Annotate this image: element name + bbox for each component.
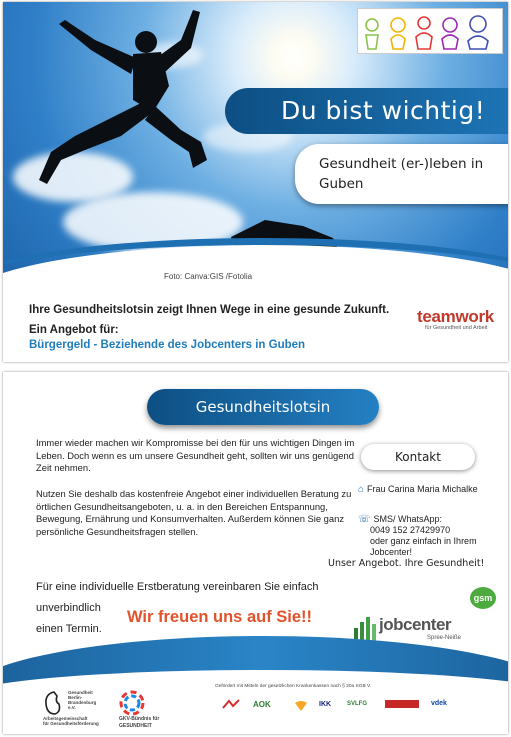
slogan: Unser Angebot. Ihre Gesundheit! — [328, 558, 485, 569]
jobcenter-region: Spree-Neiße — [427, 635, 462, 641]
kontakt-pill: Kontakt — [361, 444, 475, 470]
face-profile-icon — [43, 690, 65, 716]
partner-line: Gesundheit — [68, 690, 93, 695]
gkv-logo — [119, 690, 159, 730]
contact-alt: oder ganz einfach in Ihrem Jobcenter! — [370, 536, 477, 557]
gesundheit-bb-logo — [43, 690, 99, 726]
partner-red-logo — [221, 698, 241, 712]
jobcenter-name: jobcenter — [379, 615, 452, 634]
partner-line: Arbeitsgemeinschaft — [43, 716, 88, 721]
offer-label: Ein Angebot für: — [29, 324, 119, 336]
head-icons-logo — [357, 8, 503, 54]
title-banner: Du bist wichtig! — [225, 88, 508, 134]
partner-line: GKV-Bündnis für — [119, 716, 160, 722]
gkv-circle-icon — [119, 690, 145, 716]
heading-pill: Gesundheitslotsin — [147, 389, 379, 425]
contact-name: Frau Carina Maria Michalke — [367, 484, 478, 494]
partner-bird-logo — [293, 697, 309, 713]
subtitle-line: Guben — [319, 176, 364, 192]
teamwork-tagline: für Gesundheit und Arbeit — [425, 325, 488, 331]
partner-line: Berlin-Brandenburg e.V. — [68, 695, 97, 710]
paragraph-intro: Immer wieder machen wir Kompromisse bei den für uns wichtigen Dingen im Leben. Doch wenn es um unsere Gesundheit geht, sollten wir uns genügend Zeit nehmen. — [36, 437, 355, 473]
gsm-logo: gsm — [470, 587, 496, 609]
home-icon: ⌂ — [358, 484, 365, 495]
svlfg-logo: SVLFG — [347, 701, 368, 707]
subtitle-banner — [295, 144, 508, 204]
contact-name-row — [358, 484, 478, 495]
aok-logo: AOK — [253, 700, 271, 709]
ikk-logo: IKK — [319, 701, 332, 708]
vdek-logo: vdek — [431, 700, 447, 707]
target-group: Bürgergeld - Beziehende des Jobcenters in Guben — [29, 339, 306, 351]
subtitle-line: Gesundheit (er-)leben in — [319, 156, 484, 172]
funding-note: Gefördert mit Mitteln der gesetzlichen Krankenkassen nach § 20a SGB V. — [215, 684, 372, 689]
intro-text — [29, 300, 389, 340]
colorful-heads-icon — [358, 9, 502, 53]
contact-phone[interactable]: 0049 152 27429970 — [370, 525, 451, 535]
partner-red-bar-logo — [385, 700, 419, 708]
flyer-back — [3, 372, 508, 734]
paragraph-offer: Nutzen Sie deshalb das kostenfreie Angebot einer individuellen Beratung zu örtlichen Gesundheitsangeboten, u. a. in den Bereichen Entspannung, Bewegung, Ernährung und Konsumverhalten. Außerdem können Sie ganz persönliche Gesundheitsfragen stellen. — [36, 488, 352, 537]
teamwork-name: teamwork — [417, 307, 494, 326]
teamwork-logo — [417, 307, 507, 331]
intro-line: Ihre Gesundheitslotsin zeigt Ihnen Wege in eine gesunde Zukunft. — [29, 304, 390, 316]
partner-line: für Gesundheitsförderung — [43, 721, 99, 726]
partner-line: GESUNDHEIT — [119, 723, 152, 729]
cta-line: Für eine individuelle Erstberatung vereinbaren Sie einfach unverbindlich — [36, 581, 319, 614]
cta-line: einen Termin. — [36, 623, 102, 635]
closing-text: Wir freuen uns auf Sie!! — [127, 608, 313, 626]
contact-sms-label: SMS/ WhatsApp: — [373, 514, 443, 524]
photo-credit: Foto: Canva:GIS /Fotolia — [164, 272, 253, 281]
phone-icon: ☏ — [358, 514, 371, 525]
contact-phone-block — [358, 514, 508, 558]
flyer-front — [3, 2, 508, 362]
